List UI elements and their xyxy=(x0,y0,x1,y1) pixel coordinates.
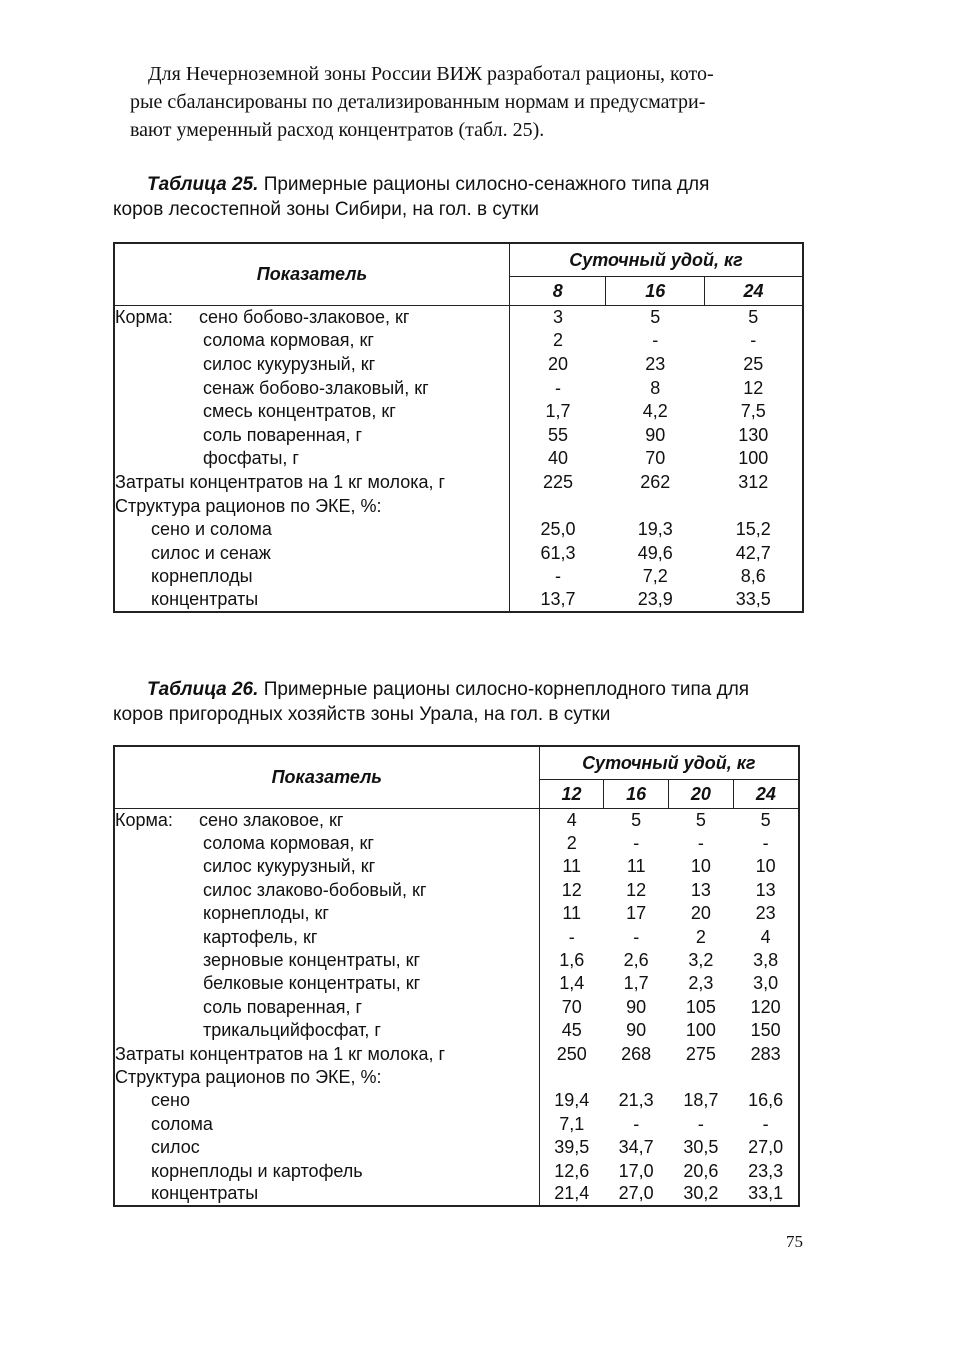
value-cell: - xyxy=(554,377,561,398)
row-label: корнеплоды и картофель xyxy=(151,1160,363,1181)
value-cell: 5 xyxy=(760,809,771,830)
value-cell: 70 xyxy=(561,996,582,1017)
table-25-caption xyxy=(113,172,813,222)
value-cell: 20,6 xyxy=(683,1160,719,1181)
table-row xyxy=(114,1159,799,1182)
value-cell: 30,5 xyxy=(683,1137,719,1158)
value-cell: 18,7 xyxy=(683,1090,719,1111)
value-cell: 11 xyxy=(626,856,646,877)
header-indicator: Показатель xyxy=(114,243,509,306)
value-cell: 20 xyxy=(690,903,711,924)
value-cell: - xyxy=(762,833,769,854)
value-cell: 49,6 xyxy=(637,542,673,563)
value-cell: 27,0 xyxy=(618,1183,654,1204)
row-label: солома кормовая, кг xyxy=(203,833,374,854)
row-label-cell xyxy=(114,329,509,353)
row-label-cell xyxy=(114,1136,539,1159)
table-25-body xyxy=(114,306,803,613)
value-cell: 21,3 xyxy=(618,1090,654,1111)
value-cell: - xyxy=(652,330,659,351)
value-cell: 23,3 xyxy=(748,1160,784,1181)
value-cell: 12 xyxy=(626,879,647,900)
header-daily-yield: Суточный удой, кг xyxy=(509,243,803,277)
row-label: сено xyxy=(151,1090,190,1111)
value-cell: 100 xyxy=(738,448,769,469)
value-cell: 130 xyxy=(738,424,769,445)
table-row xyxy=(114,972,799,995)
value-cell: 33,1 xyxy=(748,1183,784,1204)
table-25-caption-label: Таблица 25. xyxy=(147,174,259,195)
row-label: смесь концентратов, кг xyxy=(203,401,396,422)
row-label-cell xyxy=(114,855,539,878)
value-cell xyxy=(509,494,606,518)
row-label-cell xyxy=(114,541,509,565)
row-label-cell xyxy=(114,949,539,972)
value-cell: 17,0 xyxy=(618,1160,654,1181)
value-cell: 21,4 xyxy=(554,1183,590,1204)
table-25 xyxy=(113,242,804,613)
row-label-cell xyxy=(114,925,539,948)
value-cell: 23 xyxy=(755,903,776,924)
value-cell xyxy=(539,1066,604,1089)
row-label: силос xyxy=(151,1137,200,1158)
value-cell: 45 xyxy=(561,1020,582,1041)
value-cell: 4,2 xyxy=(642,401,668,422)
table-row xyxy=(114,306,803,330)
table-row xyxy=(114,809,799,832)
row-label-cell xyxy=(114,996,539,1019)
value-cell: 90 xyxy=(645,424,666,445)
value-cell: 100 xyxy=(685,1020,716,1041)
row-label-cell xyxy=(114,879,539,902)
value-cell: 23 xyxy=(645,353,666,374)
value-cell: 19,3 xyxy=(637,519,673,540)
value-cell: 225 xyxy=(542,471,573,492)
table-row xyxy=(114,400,803,424)
value-cell: - xyxy=(762,1113,769,1134)
table-25-caption-text: Примерные рационы силосно-сенажного типа для xyxy=(263,174,710,195)
table-row xyxy=(114,423,803,447)
table-row xyxy=(114,565,803,589)
row-label-cell xyxy=(114,400,509,424)
value-cell: 70 xyxy=(645,448,666,469)
row-prefix: Корма: xyxy=(115,307,173,328)
row-label-cell xyxy=(114,1159,539,1182)
row-label: белковые концентраты, кг xyxy=(203,973,421,994)
row-label-cell xyxy=(114,353,509,377)
value-cell: 8 xyxy=(650,377,661,398)
value-cell: - xyxy=(633,926,640,947)
value-cell: 7,2 xyxy=(642,566,668,587)
value-cell: - xyxy=(697,833,704,854)
table-row xyxy=(114,996,799,1019)
row-label: зерновые концентраты, кг xyxy=(203,950,421,971)
value-cell: 120 xyxy=(750,996,781,1017)
value-cell: 1,4 xyxy=(559,973,585,994)
table-row xyxy=(114,902,799,925)
value-cell: 262 xyxy=(640,471,671,492)
value-cell xyxy=(733,1066,799,1089)
table-row xyxy=(114,1066,799,1089)
row-label: корнеплоды xyxy=(151,566,253,587)
row-label: силос и сенаж xyxy=(151,542,271,563)
row-label: картофель, кг xyxy=(203,926,318,947)
value-cell: 15,2 xyxy=(735,519,771,540)
value-cell: 34,7 xyxy=(618,1137,654,1158)
table-26-caption-text: Примерные рационы силосно-корнеплодного типа для xyxy=(263,679,750,700)
table-row xyxy=(114,518,803,542)
value-cell: 20 xyxy=(547,353,568,374)
value-cell: - xyxy=(750,330,757,351)
value-cell: 13 xyxy=(690,879,711,900)
value-cell: 90 xyxy=(626,996,647,1017)
row-label: силос злаково-бобовый, кг xyxy=(203,879,427,900)
value-cell: 3,8 xyxy=(753,950,779,971)
row-label-cell xyxy=(114,447,509,471)
row-label: трикальцийфосфат, г xyxy=(203,1020,381,1041)
value-cell: 12 xyxy=(743,377,764,398)
row-label: соль поваренная, г xyxy=(203,996,363,1017)
intro-paragraph xyxy=(130,60,830,144)
row-label: соль поваренная, г xyxy=(203,424,363,445)
value-cell: 10 xyxy=(755,856,776,877)
table-row xyxy=(114,589,803,613)
header-column: 16 xyxy=(606,277,704,306)
value-cell: 5 xyxy=(748,307,759,328)
table-25-caption-text: коров лесостепной зоны Сибири, на гол. в сутки xyxy=(113,199,540,220)
row-label-cell xyxy=(114,565,509,589)
value-cell: 2 xyxy=(552,330,563,351)
value-cell: - xyxy=(554,566,561,587)
value-cell: 55 xyxy=(547,424,568,445)
table-row xyxy=(114,471,803,495)
value-cell: 3,0 xyxy=(753,973,779,994)
header-indicator: Показатель xyxy=(114,746,539,809)
header-column: 12 xyxy=(539,780,604,809)
value-cell: 13 xyxy=(755,879,776,900)
value-cell: 150 xyxy=(750,1020,781,1041)
row-label: сено злаковое, кг xyxy=(199,809,344,830)
row-label: фосфаты, г xyxy=(203,448,299,469)
table-row xyxy=(114,353,803,377)
value-cell: 2 xyxy=(695,926,706,947)
row-label-cell xyxy=(114,423,509,447)
table-row xyxy=(114,541,803,565)
table-row xyxy=(114,447,803,471)
value-cell: 2 xyxy=(566,833,577,854)
row-label-cell xyxy=(114,902,539,925)
table-row xyxy=(114,925,799,948)
value-cell xyxy=(669,1066,734,1089)
value-cell: - xyxy=(633,833,640,854)
value-cell: 1,7 xyxy=(545,401,571,422)
row-label-cell xyxy=(114,1089,539,1112)
value-cell: 5 xyxy=(695,809,706,830)
value-cell: 61,3 xyxy=(540,542,576,563)
row-label: Структура рационов по ЭКЕ, %: xyxy=(115,495,382,516)
table-26-caption-label: Таблица 26. xyxy=(147,679,259,700)
value-cell: 3,2 xyxy=(688,950,714,971)
table-row xyxy=(114,879,799,902)
header-column: 24 xyxy=(704,277,803,306)
intro-line: Для Нечерноземной зоны России ВИЖ разработал рационы, кото- xyxy=(148,63,714,85)
row-label-cell xyxy=(114,518,509,542)
table-row xyxy=(114,494,803,518)
table-26-body xyxy=(114,809,799,1207)
value-cell xyxy=(606,494,704,518)
row-label: концентраты xyxy=(151,1183,259,1204)
row-label-cell xyxy=(114,1042,539,1065)
value-cell: 30,2 xyxy=(683,1183,719,1204)
value-cell: 33,5 xyxy=(735,589,771,610)
value-cell: 5 xyxy=(650,307,661,328)
value-cell: 105 xyxy=(685,996,716,1017)
value-cell: 11 xyxy=(562,856,582,877)
row-label-cell xyxy=(114,589,509,613)
value-cell: 268 xyxy=(621,1043,652,1064)
header-column: 16 xyxy=(604,780,669,809)
value-cell: 25 xyxy=(743,353,764,374)
table-row xyxy=(114,376,803,400)
table-row xyxy=(114,1183,799,1206)
row-label-cell xyxy=(114,809,539,832)
table-row xyxy=(114,949,799,972)
header-daily-yield: Суточный удой, кг xyxy=(539,746,799,780)
value-cell xyxy=(604,1066,669,1089)
value-cell: 23,9 xyxy=(637,589,673,610)
row-label: сенаж бобово-злаковый, кг xyxy=(203,377,429,398)
page-number: 75 xyxy=(786,1232,803,1251)
row-label: сено и солома xyxy=(151,519,272,540)
row-label-cell xyxy=(114,376,509,400)
table-26-caption-text: коров пригородных хозяйств зоны Урала, на гол. в сутки xyxy=(113,704,611,725)
row-label: силос кукурузный, кг xyxy=(203,353,376,374)
row-label: солома кормовая, кг xyxy=(203,330,374,351)
value-cell: 10 xyxy=(690,856,711,877)
value-cell: 42,7 xyxy=(735,542,771,563)
table-row xyxy=(114,855,799,878)
table-26 xyxy=(113,745,800,1207)
value-cell: 90 xyxy=(626,1020,647,1041)
table-row xyxy=(114,832,799,855)
value-cell: 7,1 xyxy=(559,1113,585,1134)
row-label: Затраты концентратов на 1 кг молока, г xyxy=(115,1043,446,1064)
value-cell: 12,6 xyxy=(554,1160,590,1181)
row-label: силос кукурузный, кг xyxy=(203,856,376,877)
row-label: Структура рационов по ЭКЕ, %: xyxy=(115,1066,382,1087)
row-label-cell xyxy=(114,306,509,330)
row-label-cell xyxy=(114,1066,539,1089)
value-cell: 27,0 xyxy=(748,1137,784,1158)
value-cell: 8,6 xyxy=(740,566,766,587)
value-cell: 12 xyxy=(561,879,582,900)
row-label-cell xyxy=(114,1183,539,1206)
value-cell: 250 xyxy=(556,1043,587,1064)
value-cell: 16,6 xyxy=(748,1090,784,1111)
table-row xyxy=(114,1089,799,1112)
table-row xyxy=(114,1136,799,1159)
row-label-cell xyxy=(114,832,539,855)
header-column: 20 xyxy=(669,780,734,809)
intro-line: вают умеренный расход концентратов (табл. 25). xyxy=(130,119,545,141)
intro-line: рые сбалансированы по детализированным нормам и предусматри- xyxy=(130,91,706,113)
row-prefix: Корма: xyxy=(115,809,173,830)
value-cell: 11 xyxy=(562,903,582,924)
table-row xyxy=(114,1113,799,1136)
value-cell: 5 xyxy=(631,809,642,830)
row-label: сено бобово-злаковое, кг xyxy=(199,307,410,328)
value-cell: 40 xyxy=(547,448,568,469)
row-label: корнеплоды, кг xyxy=(203,903,329,924)
row-label: Затраты концентратов на 1 кг молока, г xyxy=(115,471,446,492)
row-label: концентраты xyxy=(151,589,259,610)
table-26-caption xyxy=(113,677,813,727)
value-cell: 4 xyxy=(566,809,577,830)
value-cell: - xyxy=(568,926,575,947)
value-cell: 2,3 xyxy=(688,973,714,994)
value-cell xyxy=(704,494,803,518)
value-cell: 25,0 xyxy=(540,519,576,540)
table-row xyxy=(114,1042,799,1065)
row-label-cell xyxy=(114,471,509,495)
table-row xyxy=(114,1019,799,1042)
table-row xyxy=(114,329,803,353)
value-cell: 19,4 xyxy=(554,1090,590,1111)
row-label-cell xyxy=(114,494,509,518)
row-label-cell xyxy=(114,1019,539,1042)
header-column: 8 xyxy=(509,277,606,306)
value-cell: 312 xyxy=(738,471,769,492)
value-cell: 39,5 xyxy=(554,1137,590,1158)
value-cell: 1,6 xyxy=(559,950,585,971)
value-cell: 2,6 xyxy=(623,950,649,971)
value-cell: 4 xyxy=(760,926,771,947)
value-cell: 1,7 xyxy=(623,973,649,994)
value-cell: 17 xyxy=(626,903,647,924)
row-label-cell xyxy=(114,972,539,995)
value-cell: 13,7 xyxy=(540,589,576,610)
row-label: солома xyxy=(151,1113,213,1134)
value-cell: 7,5 xyxy=(740,401,766,422)
value-cell: 275 xyxy=(685,1043,716,1064)
row-label-cell xyxy=(114,1113,539,1136)
value-cell: - xyxy=(633,1113,640,1134)
value-cell: 283 xyxy=(750,1043,781,1064)
header-column: 24 xyxy=(733,780,799,809)
value-cell: 3 xyxy=(552,307,563,328)
value-cell: - xyxy=(697,1113,704,1134)
